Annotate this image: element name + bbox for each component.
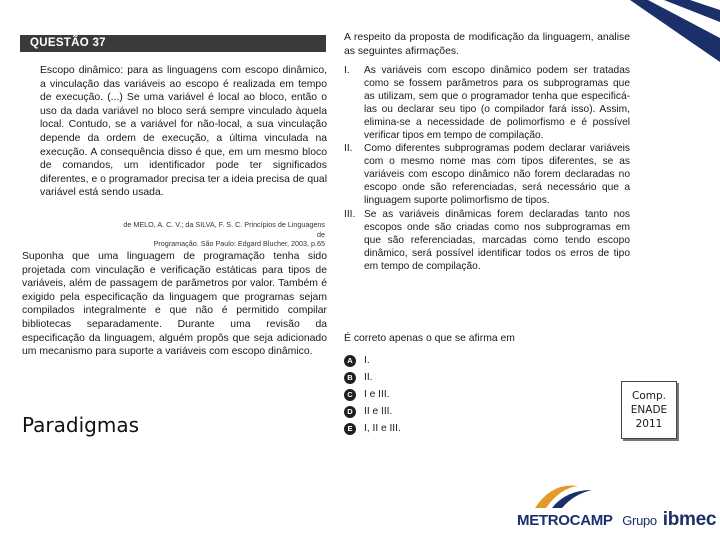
option-text: II.	[364, 372, 373, 383]
statement-list	[344, 65, 630, 275]
comp-enade-badge	[621, 381, 677, 439]
option-text: I e III.	[364, 389, 390, 400]
answer-option-c[interactable]	[344, 386, 401, 403]
scenario-paragraph: Suponha que uma linguagem de programação tenha sido projetada com vinculação e verificação estáticas para tipos de variáveis, além de passagem de parâmetros por valor. Também é exigido pela especificação da linguagem que programas sejam compilados integralmente e que não é permitido compilar bibliotecas separadamente. Durante uma revisão da especificação da linguagem, alguém propôs que seja adicionado um mecanismo para suporte a variáveis com escopo dinâmico.	[22, 251, 327, 358]
option-text: II e III.	[364, 406, 393, 417]
answer-options	[344, 352, 401, 437]
question-label: QUESTÃO 37	[30, 37, 106, 49]
company-logo	[517, 509, 716, 531]
answer-option-a[interactable]	[344, 352, 401, 369]
metrocamp-logo-icon	[530, 480, 600, 510]
answer-option-b[interactable]	[344, 369, 401, 386]
option-letter-badge: A	[344, 355, 356, 367]
logo-brand: ibmec	[662, 509, 717, 530]
option-letter-badge: D	[344, 406, 356, 418]
option-text: I.	[364, 355, 370, 366]
comp-line-3: 2011	[635, 418, 663, 430]
statement-text: As variáveis com escopo dinâmico podem ser tratadas como se fossem parâmetros para os subprogramas que as utilizam, sem que o programador tenha que especificá-las ou declarar seu tipo (o compilador fará isso). Assim, elimina-se a necessidade de polimorfismo e é possível verificar tipos em tempo de compilação.	[364, 65, 630, 141]
comp-line-1: Comp.	[632, 390, 666, 402]
citation-line-2: Programação. São Paulo: Edgard Blucher, 2003, p.65	[153, 239, 325, 248]
scope-paragraph	[22, 64, 327, 200]
statement-number: I.	[344, 65, 350, 76]
statement-number: III.	[344, 208, 356, 220]
logo-name: METROCAMP	[517, 512, 613, 529]
slide-title: Paradigmas	[22, 413, 140, 437]
statement-number: II.	[344, 143, 353, 155]
corner-decoration	[620, 0, 720, 80]
option-letter-badge: C	[344, 389, 356, 401]
citation-line-1: de MELO, A. C. V.; da SILVA, F. S. C. Princípios de Linguagens de	[123, 220, 325, 239]
statement-item	[344, 143, 630, 208]
citation	[120, 220, 325, 249]
statement-text: Como diferentes subprogramas podem declarar variáveis com o mesmo nome mas com tipos diferentes, se as variáveis com escopo dinâmico não forem declaradas no escopo onde são referenciadas, será necessário que a linguagem suporte polimorfismo de tipos.	[364, 143, 630, 207]
comp-line-2: ENADE	[630, 404, 668, 416]
answer-option-d[interactable]	[344, 403, 401, 420]
statement-item	[344, 209, 630, 274]
question-header-bar	[20, 35, 326, 52]
answer-option-e[interactable]	[344, 420, 401, 437]
logo-group: Grupo	[622, 513, 657, 528]
statements-intro: A respeito da proposta de modificação da linguagem, analise as seguintes afirmações.	[344, 32, 630, 57]
statement-item	[344, 65, 630, 142]
question-prompt: É correto apenas o que se afirma em	[344, 333, 515, 344]
option-letter-badge: B	[344, 372, 356, 384]
scope-paragraph-text: Escopo dinâmico: para as linguagens com escopo dinâmico, a vinculação das variáveis ao escopo é realizada em tempo de execução. (...) Se uma variável é local ao bloco, então o uso da dada variável no bloco será sempre vinculado àquela local. Contudo, se a variável for não-local, a sua vinculação depende da ordem de execução, a última vinculada na execução. A consequência disso é que, em um mesmo bloco de comandos, um identificador pode ter significados diferentes, e o programador precisa ter a ideia precisa de qual variável está sendo usada.	[40, 65, 327, 199]
statement-text: Se as variáveis dinâmicas forem declaradas tanto nos escopos onde são criadas como nos subprogramas em que são referenciadas, marcadas como tendo escopo dinâmico, será possível identificar todos os erros de tipo em tempo de compilação.	[364, 208, 630, 272]
option-text: I, II e III.	[364, 423, 401, 434]
option-letter-badge: E	[344, 423, 356, 435]
